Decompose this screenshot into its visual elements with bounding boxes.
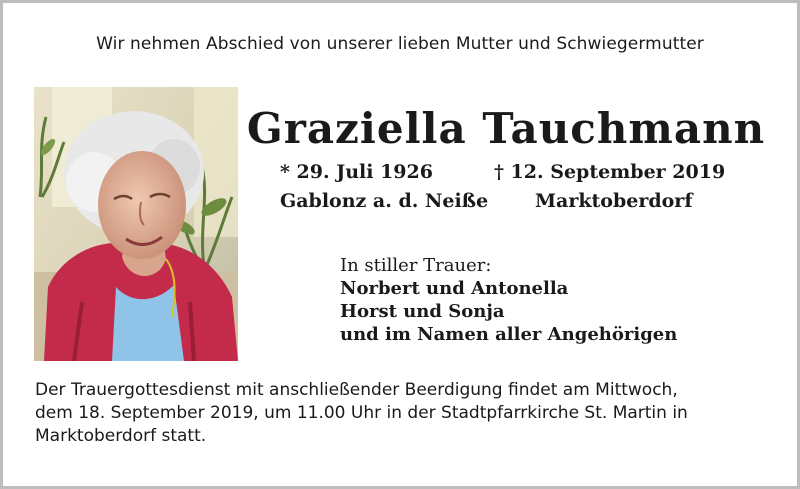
portrait-photo <box>34 87 238 361</box>
mourner-line: und im Namen aller Angehörigen <box>340 324 678 345</box>
service-info <box>35 379 765 448</box>
service-line: Der Trauergottesdienst mit anschließender Beerdigung findet am Mittwoch, <box>35 380 678 400</box>
birth-place: Gablonz a. d. Neiße <box>280 190 489 212</box>
mourner-line: Horst und Sonja <box>340 301 505 322</box>
birth-date: * 29. Juli 1926 <box>280 161 433 183</box>
intro-line: Wir nehmen Abschied von unserer lieben Mutter und Schwiegermutter <box>96 34 704 54</box>
mourners-block <box>340 254 677 346</box>
service-line: Marktoberdorf statt. <box>35 426 207 446</box>
mourner-line: Norbert und Antonella <box>340 278 569 299</box>
mourners-heading: In stiller Trauer: <box>340 255 492 276</box>
deceased-name: Graziella Tauchmann <box>246 104 766 153</box>
service-line: dem 18. September 2019, um 11.00 Uhr in der Stadtpfarrkirche St. Martin in <box>35 403 688 423</box>
death-date: † 12. September 2019 <box>494 161 726 183</box>
death-place: Marktoberdorf <box>535 190 693 212</box>
